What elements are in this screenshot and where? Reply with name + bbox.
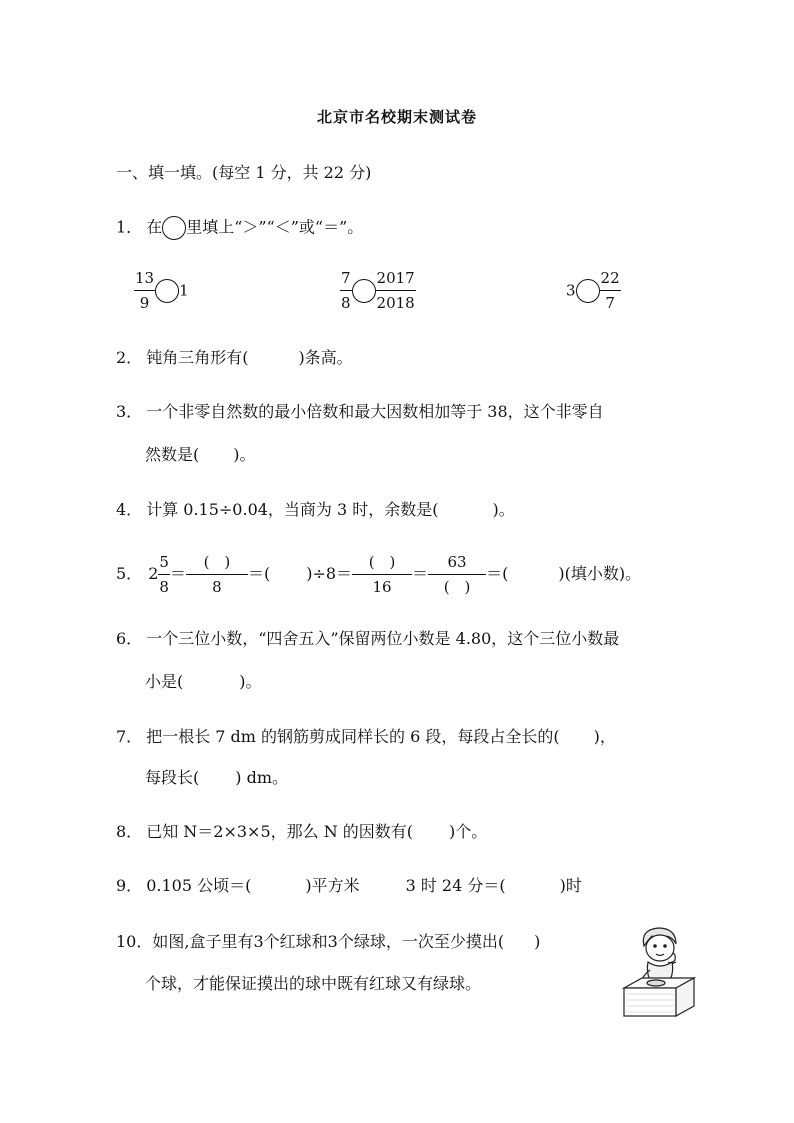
- question-1: [116, 216, 363, 240]
- fraction-blank[interactable]: [186, 552, 248, 597]
- question-3-line-2: [145, 444, 256, 466]
- question-text: )条高。: [298, 348, 353, 367]
- comparison-circle: [576, 279, 600, 303]
- equals-sign: ＝: [486, 564, 503, 583]
- question-text: 0.105 公顷＝(: [146, 876, 252, 895]
- denominator: 8: [159, 577, 169, 596]
- numerator: ( ): [368, 552, 396, 571]
- question-2: [116, 347, 353, 369]
- fraction: [600, 268, 621, 313]
- question-10: [116, 931, 540, 953]
- denominator: 8: [212, 577, 222, 596]
- compare-item-c: [566, 268, 621, 313]
- question-5: [116, 550, 641, 598]
- fraction: [340, 268, 352, 313]
- question-text: )。: [492, 500, 515, 519]
- denominator: 16: [372, 577, 392, 596]
- question-10-line-2: [145, 973, 481, 995]
- compare-item-a: [134, 268, 189, 313]
- question-text: )平方米: [305, 876, 360, 895]
- compare-value: 3: [566, 281, 576, 300]
- comparison-circle: [155, 279, 179, 303]
- denominator: ( ): [443, 577, 471, 596]
- question-text: 里填上“＞”“＜”或“＝”。: [186, 217, 364, 237]
- compare-value: 1: [179, 281, 189, 300]
- equals-sign: ＝: [169, 564, 186, 583]
- question-6: [116, 628, 619, 650]
- numerator: 13: [135, 269, 155, 287]
- question-text: 一个三位小数，“四舍五入”保留两位小数是 4.80，这个三位小数最: [146, 629, 620, 648]
- compare-item-b: [340, 268, 416, 313]
- question-text: )，: [593, 727, 616, 746]
- fraction: [376, 268, 416, 313]
- numerator: 2017: [376, 269, 415, 287]
- equals-sign: ＝: [336, 564, 353, 583]
- question-text: ): [534, 932, 541, 951]
- question-number: 9．: [116, 876, 143, 895]
- question-text: 每段长(: [145, 768, 200, 787]
- numerator: 22: [600, 269, 620, 287]
- question-text: 计算 0.15÷0.04，当商为 3 时，余数是(: [146, 500, 439, 519]
- question-text: 3 时 24 分＝(: [405, 876, 506, 895]
- section-heading: 一、填一填。(每空 1 分，共 22 分): [116, 163, 372, 182]
- question-number: 5．: [116, 564, 143, 583]
- question-9: [116, 875, 582, 897]
- equals-sign: ＝: [412, 564, 429, 583]
- child-with-box-illustration: [618, 924, 696, 1018]
- question-text: )(填小数)。: [558, 564, 642, 583]
- denominator: 2018: [376, 294, 415, 312]
- question-text: 把一根长 7 dm 的钢筋剪成同样长的 6 段，每段占全长的(: [146, 727, 560, 746]
- question-number: 8．: [116, 822, 143, 841]
- numerator: 5: [159, 552, 169, 571]
- mixed-number-whole: 2: [148, 564, 159, 583]
- numerator: 63: [447, 552, 467, 571]
- question-text: 一个非零自然数的最小倍数和最大因数相加等于 38，这个非零自: [146, 402, 604, 421]
- fraction: [134, 268, 155, 313]
- comparison-circle: [352, 279, 376, 303]
- question-6-line-2: [145, 671, 262, 693]
- question-number: 10．: [116, 932, 153, 951]
- question-text: 在: [146, 217, 163, 237]
- question-4: [116, 499, 515, 521]
- fraction-blank[interactable]: [352, 552, 412, 597]
- denominator: 9: [139, 294, 150, 312]
- question-text: )时: [559, 876, 582, 895]
- question-text: 然数是(: [145, 445, 200, 464]
- question-text: 钝角三角形有(: [146, 348, 249, 367]
- question-text: )。: [233, 445, 256, 464]
- question-number: 4．: [116, 500, 143, 519]
- question-number: 6．: [116, 629, 143, 648]
- equals-sign: ＝: [247, 564, 264, 583]
- question-text: 小是(: [145, 672, 184, 691]
- question-number: 7．: [116, 727, 143, 746]
- question-number: 2．: [116, 348, 143, 367]
- question-number: 1．: [116, 217, 143, 237]
- paren-open: (: [502, 564, 509, 583]
- question-7-line-2: [145, 767, 288, 789]
- question-text: )。: [239, 672, 262, 691]
- question-text: 个球，才能保证摸出的球中既有红球又有绿球。: [145, 974, 482, 993]
- denominator: 8: [341, 294, 351, 312]
- question-text: )个。: [449, 822, 488, 841]
- question-3: [116, 401, 604, 423]
- question-text: 如图,盒子里有3个红球和3个绿球，一次至少摸出(: [152, 932, 505, 951]
- numerator: 7: [341, 269, 351, 287]
- question-text: ) dm。: [235, 768, 288, 787]
- question-text: 已知 N＝2×3×5，那么 N 的因数有(: [146, 822, 414, 841]
- fraction: [158, 552, 170, 597]
- question-7: [116, 726, 616, 748]
- comparison-circle: [162, 216, 186, 240]
- paren-open: (: [263, 564, 271, 583]
- question-number: 3．: [116, 402, 143, 421]
- fraction-blank[interactable]: [428, 552, 486, 597]
- child-with-box-icon: [618, 924, 696, 1018]
- denominator: 7: [605, 294, 615, 312]
- page-title: 北京市名校期末测试卷: [316, 108, 477, 126]
- question-text: )÷8: [306, 564, 337, 583]
- numerator: ( ): [203, 552, 231, 571]
- question-8: [116, 821, 487, 843]
